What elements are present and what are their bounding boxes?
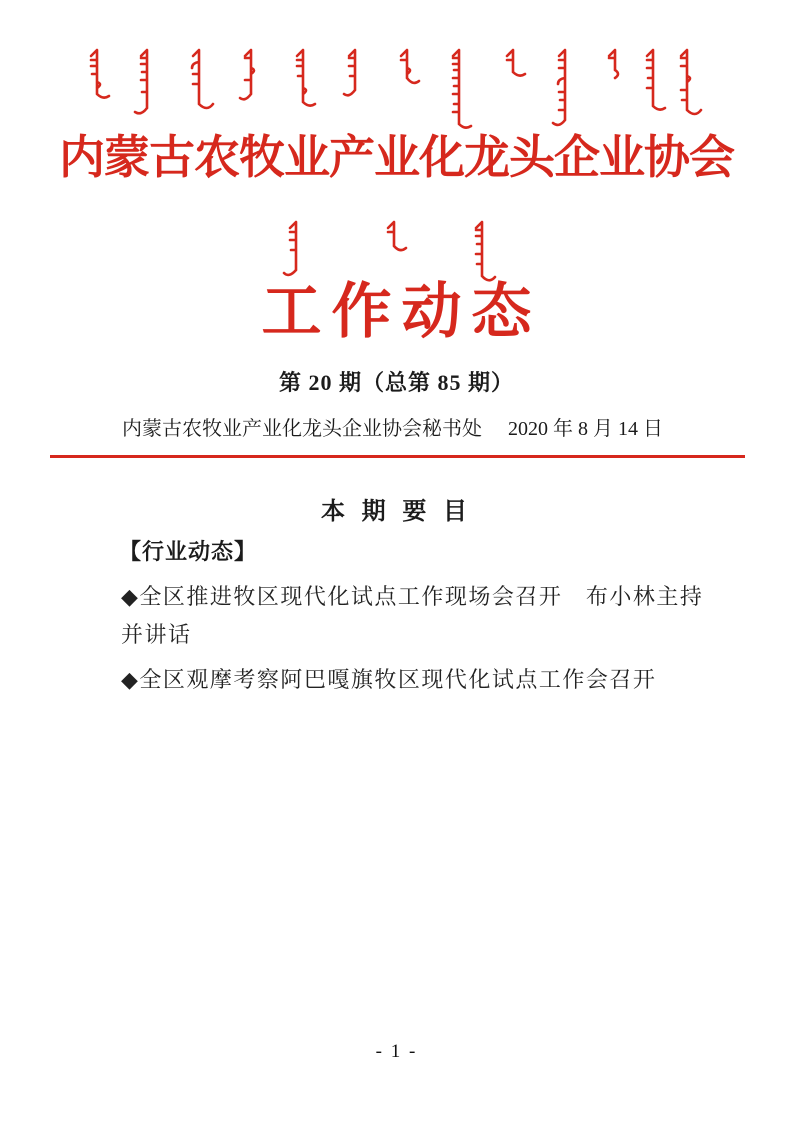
bulletin-title: 工作动态	[261, 279, 542, 345]
toc-section-label: 【行业动态】	[119, 539, 258, 564]
toc-heading: 本 期 要 目	[320, 498, 472, 525]
publication-date: 2020 年 8 月 14 日	[508, 418, 663, 440]
toc-entry-line: ◆全区观摩考察阿巴嘎旗牧区现代化试点工作会召开	[121, 667, 657, 692]
mongolian-script-banner-icon	[87, 48, 707, 134]
red-divider-line	[50, 455, 745, 458]
toc-entry	[121, 578, 704, 654]
issue-number: 第 20 期（总第 85 期）	[278, 370, 514, 395]
association-name-title: 内蒙古农牧业产业化龙头企业协会	[59, 132, 734, 183]
toc-entry	[121, 661, 698, 699]
mongolian-script-subtitle-icon	[282, 220, 512, 282]
publisher-name: 内蒙古农牧业产业化龙头企业协会秘书处	[122, 418, 482, 440]
toc-entry-line: 并讲话	[121, 622, 192, 647]
toc-entry-list	[121, 578, 704, 699]
publication-meta	[122, 416, 663, 442]
page-number: - 1 -	[375, 1041, 418, 1062]
toc-entry-line: ◆全区推进牧区现代化试点工作现场会召开 布小林主持	[121, 584, 704, 609]
